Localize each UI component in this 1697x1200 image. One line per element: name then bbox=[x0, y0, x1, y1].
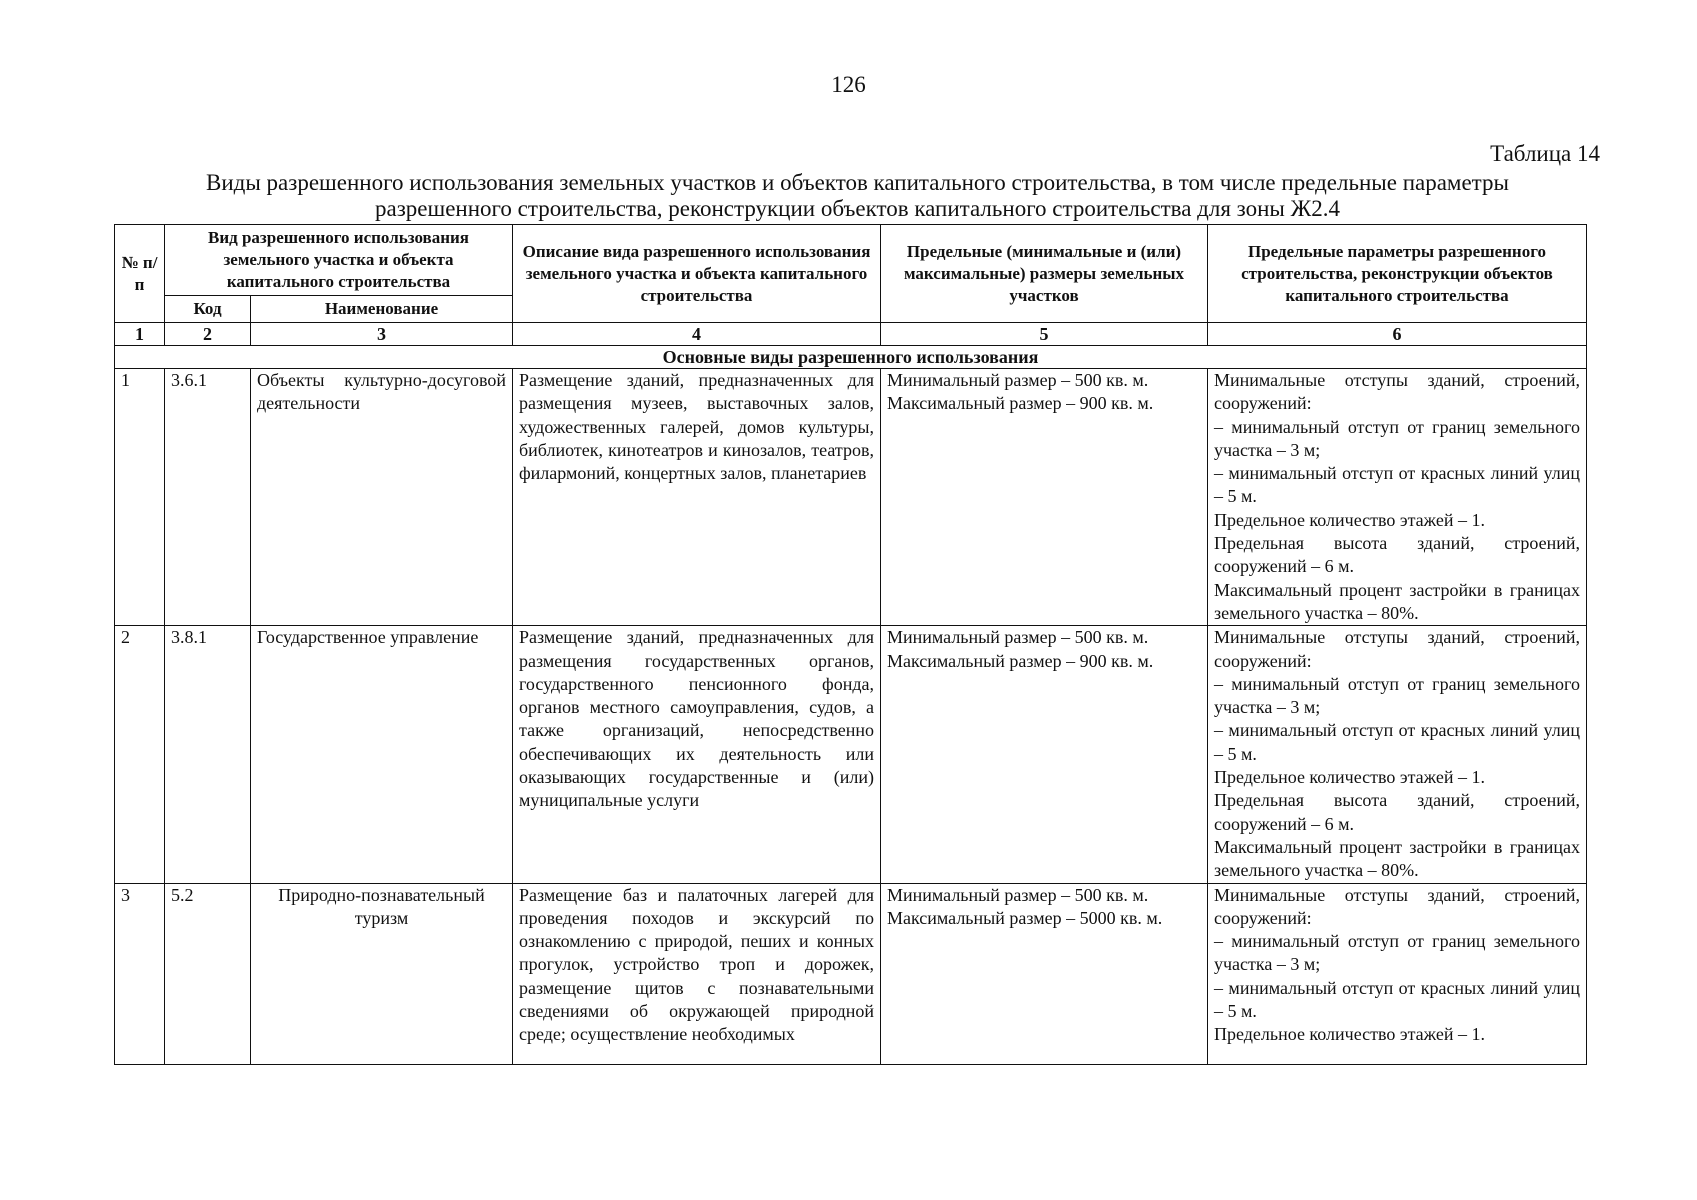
row-description: Размещение зданий, предназначенных для размещения государственных органов, государственного пенсионного фонда, органов местного самоуправления, судов, а также организаций, непосредственно обеспечивающих их деятельность или оказывающих государственные и (или) муниципальные услуги bbox=[513, 626, 881, 883]
row-name: Объекты культурно-досуговой деятельности bbox=[251, 369, 513, 626]
row-params bbox=[1208, 626, 1587, 883]
header-name: Наименование bbox=[251, 296, 513, 323]
column-number: 6 bbox=[1208, 323, 1587, 346]
column-number-row bbox=[115, 323, 1587, 346]
size-max: Максимальный размер – 900 кв. м. bbox=[887, 393, 1154, 414]
row-sizes bbox=[881, 626, 1208, 883]
header-num: № п/п bbox=[115, 225, 165, 323]
table-label: Таблица 14 bbox=[1490, 141, 1600, 166]
param-line: Максимальный процент застройки в границах земельного участка – 80%. bbox=[1214, 836, 1580, 881]
param-line: – минимальный отступ от границ земельного участка – 3 м; bbox=[1214, 416, 1580, 460]
header-kod: Код bbox=[165, 296, 251, 323]
size-min: Минимальный размер – 500 кв. м. bbox=[887, 370, 1149, 390]
param-line: Минимальные отступы зданий, строений, сооружений: bbox=[1214, 370, 1580, 414]
size-min: Минимальный размер – 500 кв. м. bbox=[887, 884, 1149, 905]
row-params bbox=[1208, 369, 1587, 626]
header-params: Предельные параметры разрешенного строительства, реконструкции объектов капитального строительства bbox=[1208, 225, 1587, 323]
param-line: Предельное количество этажей – 1. bbox=[1214, 767, 1485, 788]
header-vid-group: Вид разрешенного использования земельного участка и объекта капитального строительства bbox=[165, 225, 513, 296]
param-line: Предельное количество этажей – 1. bbox=[1214, 1024, 1485, 1045]
header-description: Описание вида разрешенного использования земельного участка и объекта капитального строительства bbox=[513, 225, 881, 323]
table-row bbox=[115, 883, 1587, 1064]
column-number: 5 bbox=[881, 323, 1208, 346]
column-number: 3 bbox=[251, 323, 513, 346]
row-description: Размещение зданий, предназначенных для размещения музеев, выставочных залов, художественных галерей, домов культуры, библиотек, кинотеатров и кинозалов, театров, филармоний, концертных залов, планетариев bbox=[513, 369, 881, 626]
row-sizes bbox=[881, 369, 1208, 626]
param-line: Максимальный процент застройки в границах земельного участка – 80%. bbox=[1214, 579, 1580, 623]
table-title: Виды разрешенного использования земельных участков и объектов капитального строительства, в том числе предельные параметры разрешенного строительства, реконструкции объектов капитального строительства для зоны Ж2.4 bbox=[206, 170, 1509, 221]
row-sizes bbox=[881, 883, 1208, 1064]
page-number: 126 bbox=[831, 72, 866, 97]
section-row bbox=[115, 346, 1587, 369]
param-line: Предельное количество этажей – 1. bbox=[1214, 509, 1485, 530]
row-name: Государственное управление bbox=[251, 626, 513, 883]
land-use-table bbox=[114, 224, 1587, 1065]
param-line: – минимальный отступ от границ земельного участка – 3 м; bbox=[1214, 931, 1580, 975]
table-row bbox=[115, 626, 1587, 883]
param-line: – минимальный отступ от границ земельного участка – 3 м; bbox=[1214, 673, 1580, 718]
param-line: – минимальный отступ от красных линий улиц – 5 м. bbox=[1214, 463, 1580, 507]
param-line: Минимальные отступы зданий, строений, сооружений: bbox=[1214, 884, 1580, 928]
row-name: Природно-познавательный туризм bbox=[251, 883, 513, 1064]
param-line: – минимальный отступ от красных линий улиц – 5 м. bbox=[1214, 720, 1580, 764]
param-line: – минимальный отступ от красных линий улиц – 5 м. bbox=[1214, 977, 1580, 1022]
param-line: Предельная высота зданий, строений, сооружений – 6 м. bbox=[1214, 533, 1580, 577]
row-num: 1 bbox=[115, 369, 165, 626]
size-max: Максимальный размер – 5000 кв. м. bbox=[887, 907, 1163, 928]
row-kod: 3.8.1 bbox=[165, 626, 251, 883]
section-title: Основные виды разрешенного использования bbox=[115, 346, 1587, 369]
header-row bbox=[115, 225, 1587, 296]
row-params bbox=[1208, 883, 1587, 1064]
size-max: Максимальный размер – 900 кв. м. bbox=[887, 650, 1154, 671]
param-line: Предельная высота зданий, строений, сооружений – 6 м. bbox=[1214, 790, 1580, 834]
row-num: 3 bbox=[115, 883, 165, 1064]
column-number: 1 bbox=[115, 323, 165, 346]
row-num: 2 bbox=[115, 626, 165, 883]
table-row bbox=[115, 369, 1587, 626]
row-kod: 3.6.1 bbox=[165, 369, 251, 626]
param-line: Минимальные отступы зданий, строений, сооружений: bbox=[1214, 627, 1580, 671]
row-kod: 5.2 bbox=[165, 883, 251, 1064]
column-number: 2 bbox=[165, 323, 251, 346]
column-number: 4 bbox=[513, 323, 881, 346]
row-description: Размещение баз и палаточных лагерей для проведения походов и экскурсий по ознакомлению с природой, пеших и конных прогулок, устройство троп и дорожек, размещение щитов с познавательными сведениями об окружающей природной среде; осуществление необходимых bbox=[513, 883, 881, 1064]
size-min: Минимальный размер – 500 кв. м. bbox=[887, 627, 1149, 648]
header-sizes: Предельные (минимальные и (или) максимальные) размеры земельных участков bbox=[881, 225, 1208, 323]
